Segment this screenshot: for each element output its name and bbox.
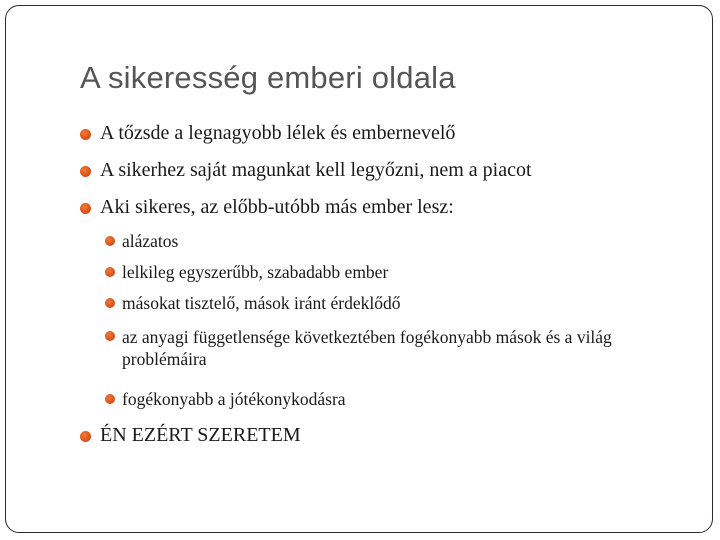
bullet-item (100, 122, 455, 145)
sub-bullet-text: alázatos (122, 231, 179, 251)
sub-bullet-item (122, 326, 682, 370)
bullet-text: Aki sikeres, az előbb-utóbb más ember lesz: (100, 196, 454, 218)
bullet-marker-icon (105, 394, 115, 404)
sub-bullet-item (122, 262, 388, 283)
sub-bullet-text: másokat tisztelő, mások iránt érdeklődő (122, 293, 401, 313)
bullet-marker-icon (105, 236, 115, 246)
bullet-marker-icon (80, 166, 91, 177)
bullet-marker-icon (80, 203, 91, 214)
bullet-marker-icon (80, 129, 91, 140)
bullet-item (100, 424, 301, 447)
bullet-text: A tőzsde a legnagyobb lélek és embernevelő (100, 122, 456, 144)
sub-bullet-text: lelkileg egyszerűbb, szabadabb ember (122, 262, 389, 282)
bullet-marker-icon (105, 298, 115, 308)
bullet-text: ÉN EZÉRT SZERETEM (100, 424, 301, 446)
sub-bullet-text: fogékonyabb a jótékonykodásra (122, 389, 346, 409)
bullet-item (100, 159, 532, 182)
bullet-item (100, 196, 454, 219)
slide-title: A sikeresség emberi oldala (80, 60, 456, 95)
bullet-marker-icon (105, 331, 115, 341)
bullet-marker-icon (80, 431, 91, 442)
bullet-marker-icon (105, 267, 115, 277)
bullet-text: A sikerhez saját magunkat kell legyőzni, nem a piacot (100, 159, 532, 181)
sub-bullet-item (122, 389, 346, 410)
sub-bullet-text: az anyagi függetlensége következtében fogékonyabb mások és a világ problémáira (122, 327, 612, 369)
sub-bullet-item (122, 293, 400, 314)
sub-bullet-item (122, 231, 178, 252)
